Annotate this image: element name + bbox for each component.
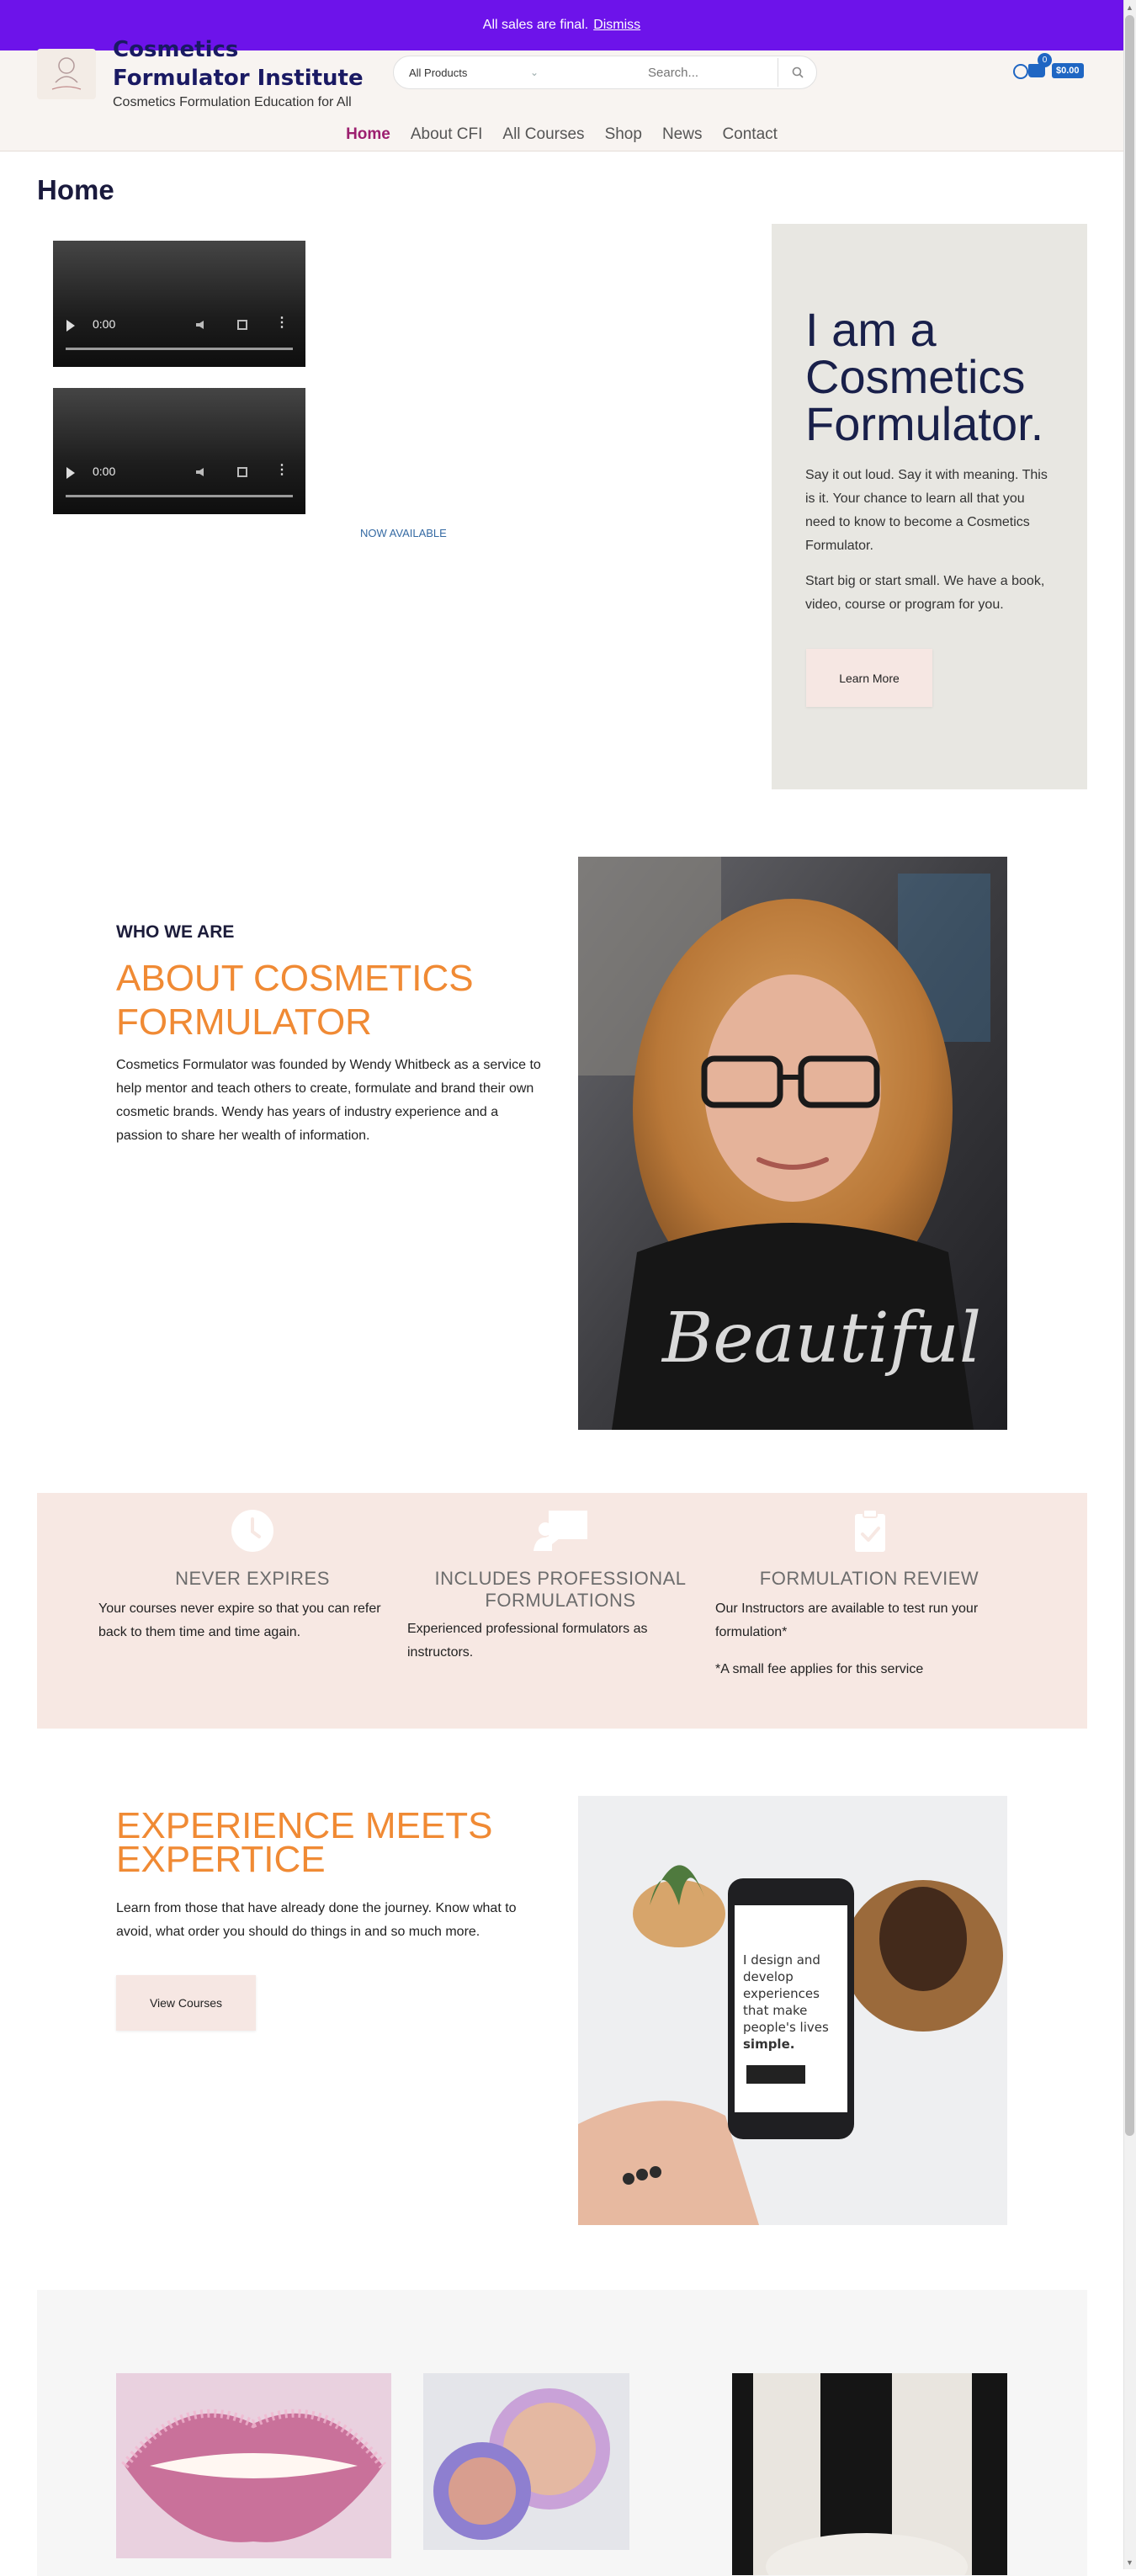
hero-heading: I am a Cosmetics Formulator. bbox=[805, 303, 1044, 450]
section-eyebrow: WHO WE ARE bbox=[116, 922, 235, 942]
volume-icon[interactable] bbox=[196, 321, 206, 329]
nav-item-news[interactable]: News bbox=[661, 125, 703, 143]
about-heading: ABOUT COSMETICS FORMULATOR bbox=[116, 958, 474, 1043]
view-courses-button[interactable]: View Courses bbox=[116, 1975, 256, 2031]
product-search bbox=[393, 56, 817, 89]
video-player[interactable] bbox=[53, 241, 305, 367]
video-time: 0:00 bbox=[93, 465, 116, 478]
experience-body: Learn from those that have already done the journey. Know what to avoid, what order you should do things in and so much more. bbox=[116, 1901, 517, 1939]
video-player[interactable] bbox=[53, 388, 305, 514]
scroll-down-arrow-icon[interactable]: ▼ bbox=[1126, 2558, 1133, 2567]
phone-screen-text: I design and develop experiences that make people's lives simple. bbox=[743, 1952, 829, 2052]
more-options-icon[interactable]: ⋮ bbox=[275, 316, 289, 330]
hero-paragraph: Start big or start small. We have a book, video, course or program for you. bbox=[805, 574, 1045, 612]
feature-title: NEVER EXPIRES bbox=[175, 1568, 330, 1589]
scrollbar-thumb[interactable] bbox=[1125, 15, 1134, 2136]
clipboard-check-icon bbox=[853, 1509, 887, 1553]
feature-body: Your courses never expire so that you can refer back to them time and time again. bbox=[98, 1601, 381, 1639]
site-tagline: Cosmetics Formulation Education for All bbox=[113, 95, 352, 109]
feature-body: Experienced professional formulators as instructors. bbox=[407, 1622, 648, 1660]
main-nav bbox=[0, 118, 1123, 151]
gallery-image-lips bbox=[116, 2373, 391, 2558]
fullscreen-icon[interactable] bbox=[237, 320, 247, 330]
play-icon[interactable] bbox=[66, 467, 75, 479]
about-body: Cosmetics Formulator was founded by Wendy Whitbeck as a service to help mentor and teach others to create, formulate and brand their own cosmetic brands. Wendy has years of industry experience and a passion to share her wealth of information. bbox=[116, 1058, 541, 1143]
cart-count-badge: 0 bbox=[1038, 53, 1052, 67]
nav-item-contact[interactable]: Contact bbox=[722, 125, 778, 143]
cart-total[interactable]: $0.00 bbox=[1052, 63, 1084, 78]
video-time: 0:00 bbox=[93, 317, 116, 331]
account-icon[interactable] bbox=[1013, 64, 1028, 79]
feature-title: INCLUDES PROFESSIONAL FORMULATIONS bbox=[434, 1568, 687, 1611]
fullscreen-icon[interactable] bbox=[237, 467, 247, 477]
feature-footnote: *A small fee applies for this service bbox=[715, 1662, 924, 1676]
instructor-icon bbox=[533, 1509, 589, 1551]
more-options-icon[interactable]: ⋮ bbox=[275, 463, 289, 477]
experience-heading: EXPERIENCE MEETS EXPERTICE bbox=[116, 1805, 493, 1880]
feature-body: Our Instructors are available to test run your formulation* bbox=[715, 1601, 979, 1639]
search-icon bbox=[792, 66, 804, 78]
search-input[interactable] bbox=[646, 61, 781, 84]
dismiss-link[interactable]: Dismiss bbox=[593, 18, 641, 32]
notice-text: All sales are final. bbox=[482, 18, 589, 32]
gallery-image-bottles bbox=[732, 2373, 1007, 2575]
nav-item-all-courses[interactable]: All Courses bbox=[502, 125, 585, 143]
phone-photo bbox=[578, 1796, 1007, 2225]
category-select[interactable] bbox=[402, 56, 544, 88]
site-logo[interactable] bbox=[37, 49, 96, 99]
now-available-label: NOW AVAILABLE bbox=[360, 527, 447, 539]
video-progress-bar[interactable] bbox=[66, 348, 293, 350]
gallery-image-powder bbox=[423, 2373, 629, 2550]
hero-paragraph: Say it out loud. Say it with meaning. This is it. Your chance to learn all that you need to know to become a Cosmetics Formulator. bbox=[805, 468, 1048, 553]
learn-more-button[interactable]: Learn More bbox=[806, 649, 932, 707]
clock-icon bbox=[231, 1509, 274, 1553]
founder-photo bbox=[578, 857, 1007, 1430]
chevron-down-icon: ⌄ bbox=[529, 66, 539, 78]
nav-item-about[interactable]: About CFI bbox=[410, 125, 483, 143]
nav-item-home[interactable]: Home bbox=[346, 125, 390, 143]
page-title: Home bbox=[37, 174, 114, 205]
site-title[interactable]: Cosmetics Formulator Institute bbox=[113, 37, 364, 91]
search-button[interactable] bbox=[778, 58, 816, 87]
category-select-value: All Products bbox=[409, 66, 468, 79]
scroll-up-arrow-icon[interactable]: ▲ bbox=[1126, 3, 1133, 12]
shirt-lettering: Beautiful bbox=[662, 1299, 982, 1378]
nav-item-shop[interactable]: Shop bbox=[604, 125, 642, 143]
play-icon[interactable] bbox=[66, 320, 75, 332]
volume-icon[interactable] bbox=[196, 468, 206, 476]
video-progress-bar[interactable] bbox=[66, 495, 293, 497]
feature-title: FORMULATION REVIEW bbox=[759, 1568, 979, 1589]
